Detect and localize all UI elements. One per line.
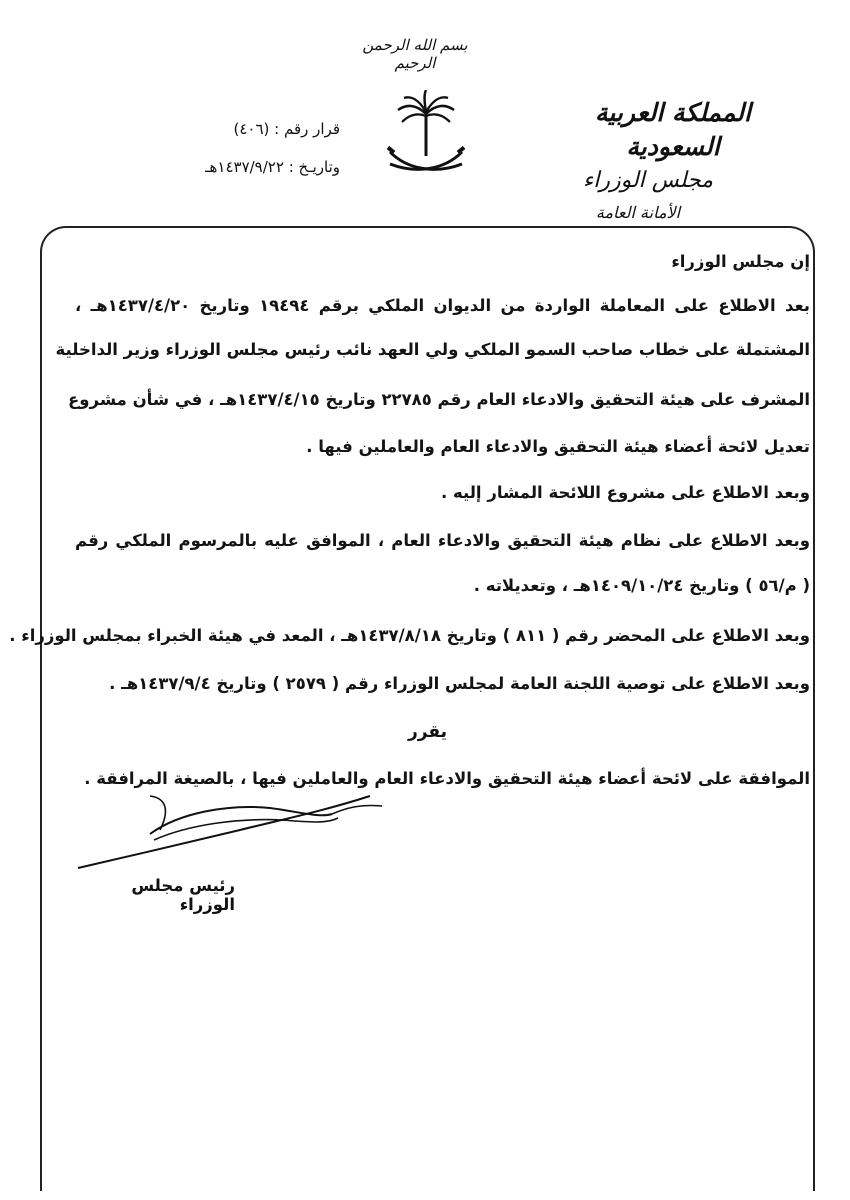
body-line: المشتملة على خطاب صاحب السمو الملكي ولي العهد نائب رئيس مجلس الوزراء وزير الداخلية: [55, 340, 810, 359]
body-line: بعد الاطلاع على المعاملة الواردة من الديوان الملكي برقم ١٩٤٩٤ وتاريخ ١٤٣٧/٤/٢٠هـ ،: [75, 296, 810, 315]
saudi-emblem-palm-swords-icon: [386, 90, 466, 180]
council-title: مجلس الوزراء: [582, 168, 714, 193]
opening-line: إن مجلس الوزراء: [671, 252, 810, 271]
letterhead: [558, 96, 788, 228]
secretariat-title: الأمانة العامة: [595, 203, 681, 222]
resolution-line: الموافقة على لائحة أعضاء هيئة التحقيق والادعاء العام والعاملين فيها ، بالصيغة المرافقة .: [84, 769, 810, 788]
decision-number: قرار رقم : (٤٠٦): [233, 120, 340, 138]
body-line: وبعد الاطلاع على مشروع اللائحة المشار إليه .: [440, 483, 810, 502]
body-line: المشرف على هيئة التحقيق والادعاء العام رقم ٢٢٧٨٥ وتاريخ ١٤٣٧/٤/١٥هـ ، في شأن مشروع: [68, 390, 810, 409]
decision-date: وتاريـخ : ١٤٣٧/٩/٢٢هـ: [205, 158, 340, 176]
basmala-text: بسم الله الرحمن الرحيم: [362, 36, 468, 72]
document-body-frame: [9, 226, 815, 1191]
signer-title: رئيس مجلس الوزراء: [131, 876, 235, 914]
body-line: وبعد الاطلاع على توصية اللجنة العامة لمجلس الوزراء رقم ( ٢٥٧٩ ) وتاريخ ١٤٣٧/٩/٤هـ .: [109, 674, 810, 693]
kingdom-title: المملكة العربية السعودية: [595, 98, 751, 161]
body-line: وبعد الاطلاع على المحضر رقم ( ٨١١ ) وتاريخ ١٤٣٧/٨/١٨هـ ، المعد في هيئة الخبراء بمجلس الوزراء .: [9, 626, 810, 645]
body-line: تعديل لائحة أعضاء هيئة التحقيق والادعاء العام والعاملين فيها .: [306, 437, 810, 456]
body-line: ( م/٥٦ ) وتاريخ ١٤٠٩/١٠/٢٤هـ ، وتعديلاته .: [473, 576, 810, 595]
body-line: وبعد الاطلاع على نظام هيئة التحقيق والادعاء العام ، الموافق عليه بالمرسوم الملكي رقم: [75, 531, 810, 550]
signature-scribble: [70, 790, 400, 880]
decision-meta: [120, 110, 340, 186]
decides-heading: يقرر: [408, 722, 447, 742]
